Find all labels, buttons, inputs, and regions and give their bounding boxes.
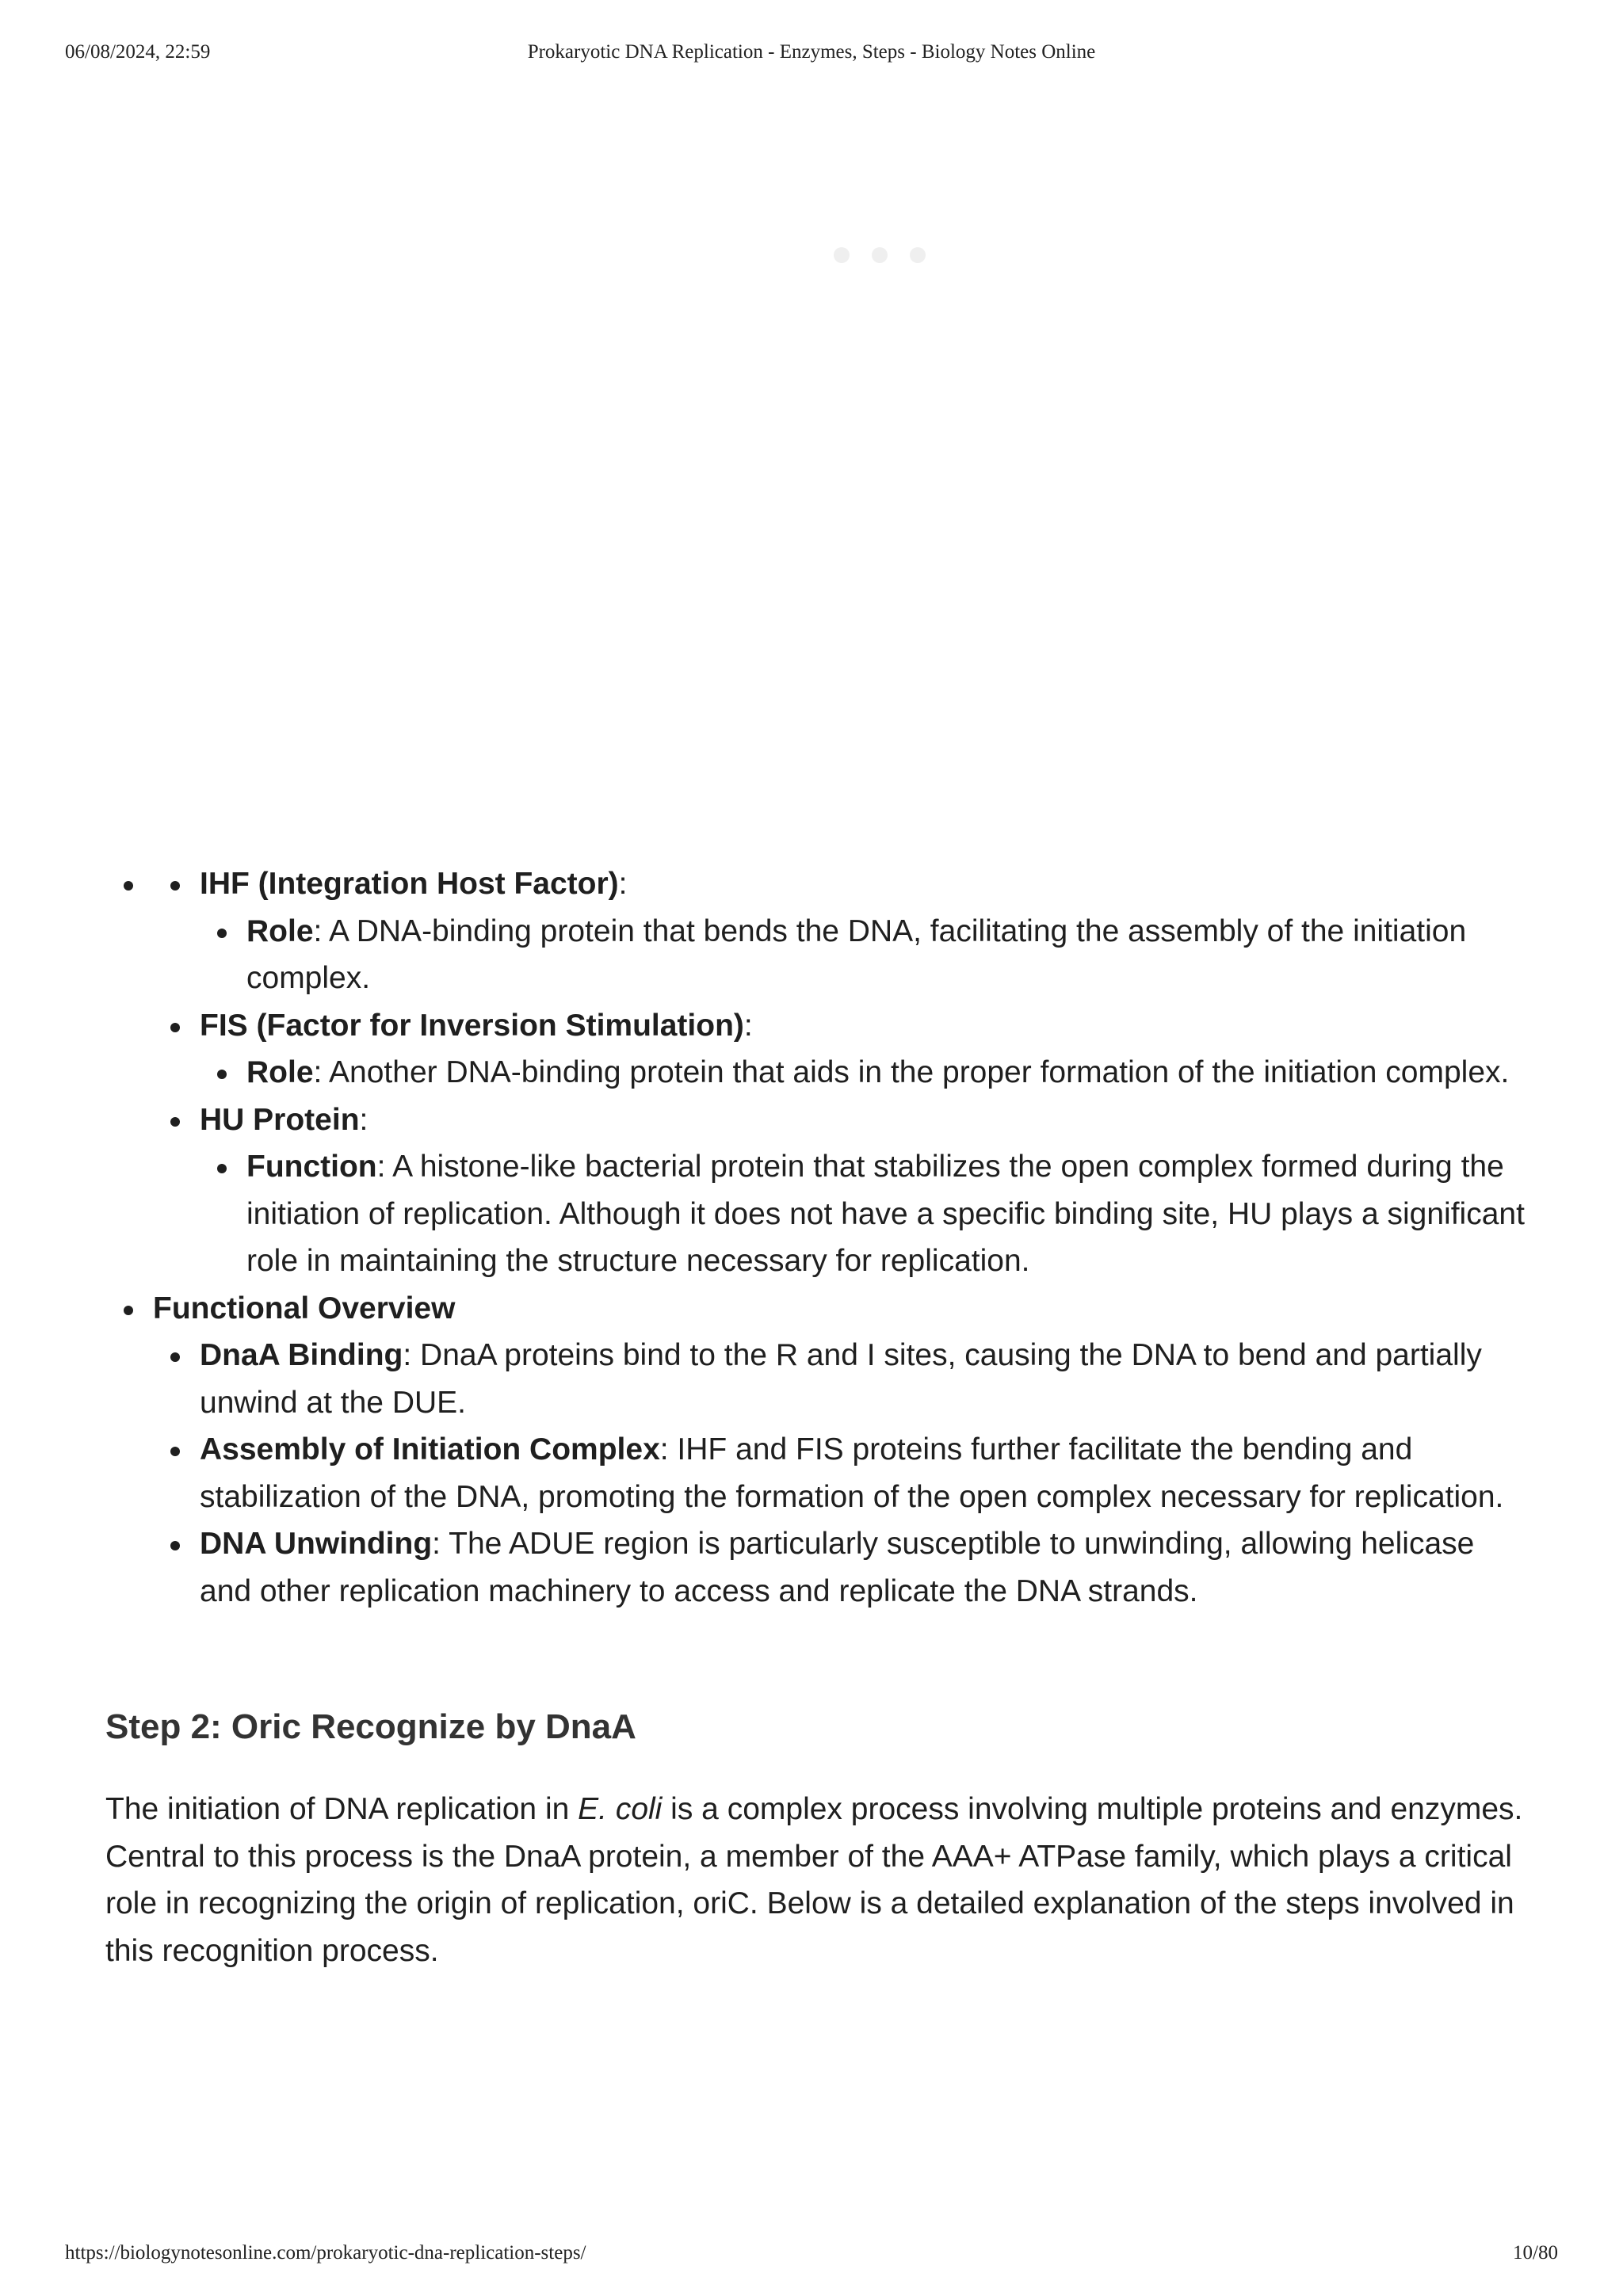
list-item-hu [200,1097,1532,1285]
list-item-functional-overview [153,1285,1532,1615]
term-label: Function [246,1150,377,1184]
list-item [153,860,1532,1285]
term-suffix: : [359,1102,369,1137]
paragraph-text: is a complex process involving multiple proteins and enzymes. Central to this process is the DnaA protein, a member of the AAA+ ATPase family, which plays a critical role in recognizing the origin of replication, oriC. Below is a detailed explanation of the steps involved in this recognition process. [105,1792,1523,1968]
nested-list [200,908,1532,1002]
term-text: : A histone-like bacterial protein that stabilizes the open complex formed during the initiation of replication. Although it does not have a specific binding site, HU plays a significant role in maintaining the structure necessary for replication. [246,1150,1525,1278]
list-item-ihf-role [246,908,1532,1002]
term-text: : Another DNA-binding protein that aids in the proper formation of the initiation complex. [313,1055,1510,1089]
loading-dot [872,247,888,263]
print-header [0,41,1623,70]
term-label: IHF (Integration Host Factor) [200,867,619,901]
term-label: HU Protein [200,1102,360,1137]
page-number: 10/80 [1513,2242,1558,2264]
print-footer [0,2242,1623,2271]
print-url: https://biologynotesonline.com/prokaryotic-dna-replication-steps/ [65,2242,586,2264]
term-text: : The ADUE region is particularly susceptible to unwinding, allowing helicase and other replication machinery to access and replicate the DNA strands. [200,1527,1475,1608]
print-datetime: 06/08/2024, 22:59 [65,41,211,63]
list-item-hu-function [246,1143,1532,1285]
term-label: DNA Unwinding [200,1527,433,1561]
term-suffix: : [743,1008,753,1043]
section-paragraph [105,1786,1532,1974]
print-document-title: Prokaryotic DNA Replication - Enzymes, Steps - Biology Notes Online [527,41,1096,63]
list-item-fis [200,1002,1532,1097]
list-item-dna-unwinding [200,1520,1532,1615]
list-item-fis-role [246,1049,1532,1097]
loading-dots-icon [834,247,929,268]
list-item-ihf [200,860,1532,1002]
list-item-dnaa-binding [200,1332,1532,1426]
term-label: Role [246,913,314,948]
nested-list [153,860,1532,1285]
term-label: DnaA Binding [200,1338,403,1372]
list-item-assembly [200,1426,1532,1520]
paragraph-text: The initiation of DNA replication in [105,1792,579,1826]
term-label: FIS (Factor for Inversion Stimulation) [200,1008,744,1043]
paragraph-italic-term: E. coli [578,1792,663,1826]
article-content [105,860,1532,1615]
loading-dot [910,247,926,263]
term-label: Functional Overview [153,1291,456,1325]
nested-list [153,1332,1532,1615]
bullet-list [105,860,1532,1615]
term-text: : A DNA-binding protein that bends the DNA, facilitating the assembly of the initiation complex. [246,913,1467,995]
term-text: : DnaA proteins bind to the R and I sites, causing the DNA to bend and partially unwind at the DUE. [200,1338,1482,1420]
term-suffix: : [618,867,628,901]
section-heading: Step 2: Oric Recognize by DnaA [105,1707,636,1746]
loading-dot [834,247,850,263]
term-text: : IHF and FIS proteins further facilitate the bending and stabilization of the DNA, promoting the formation of the open complex necessary for replication. [200,1432,1504,1514]
term-label: Role [246,1055,314,1089]
nested-list [200,1049,1532,1097]
term-label: Assembly of Initiation Complex [200,1432,660,1466]
nested-list [200,1143,1532,1285]
